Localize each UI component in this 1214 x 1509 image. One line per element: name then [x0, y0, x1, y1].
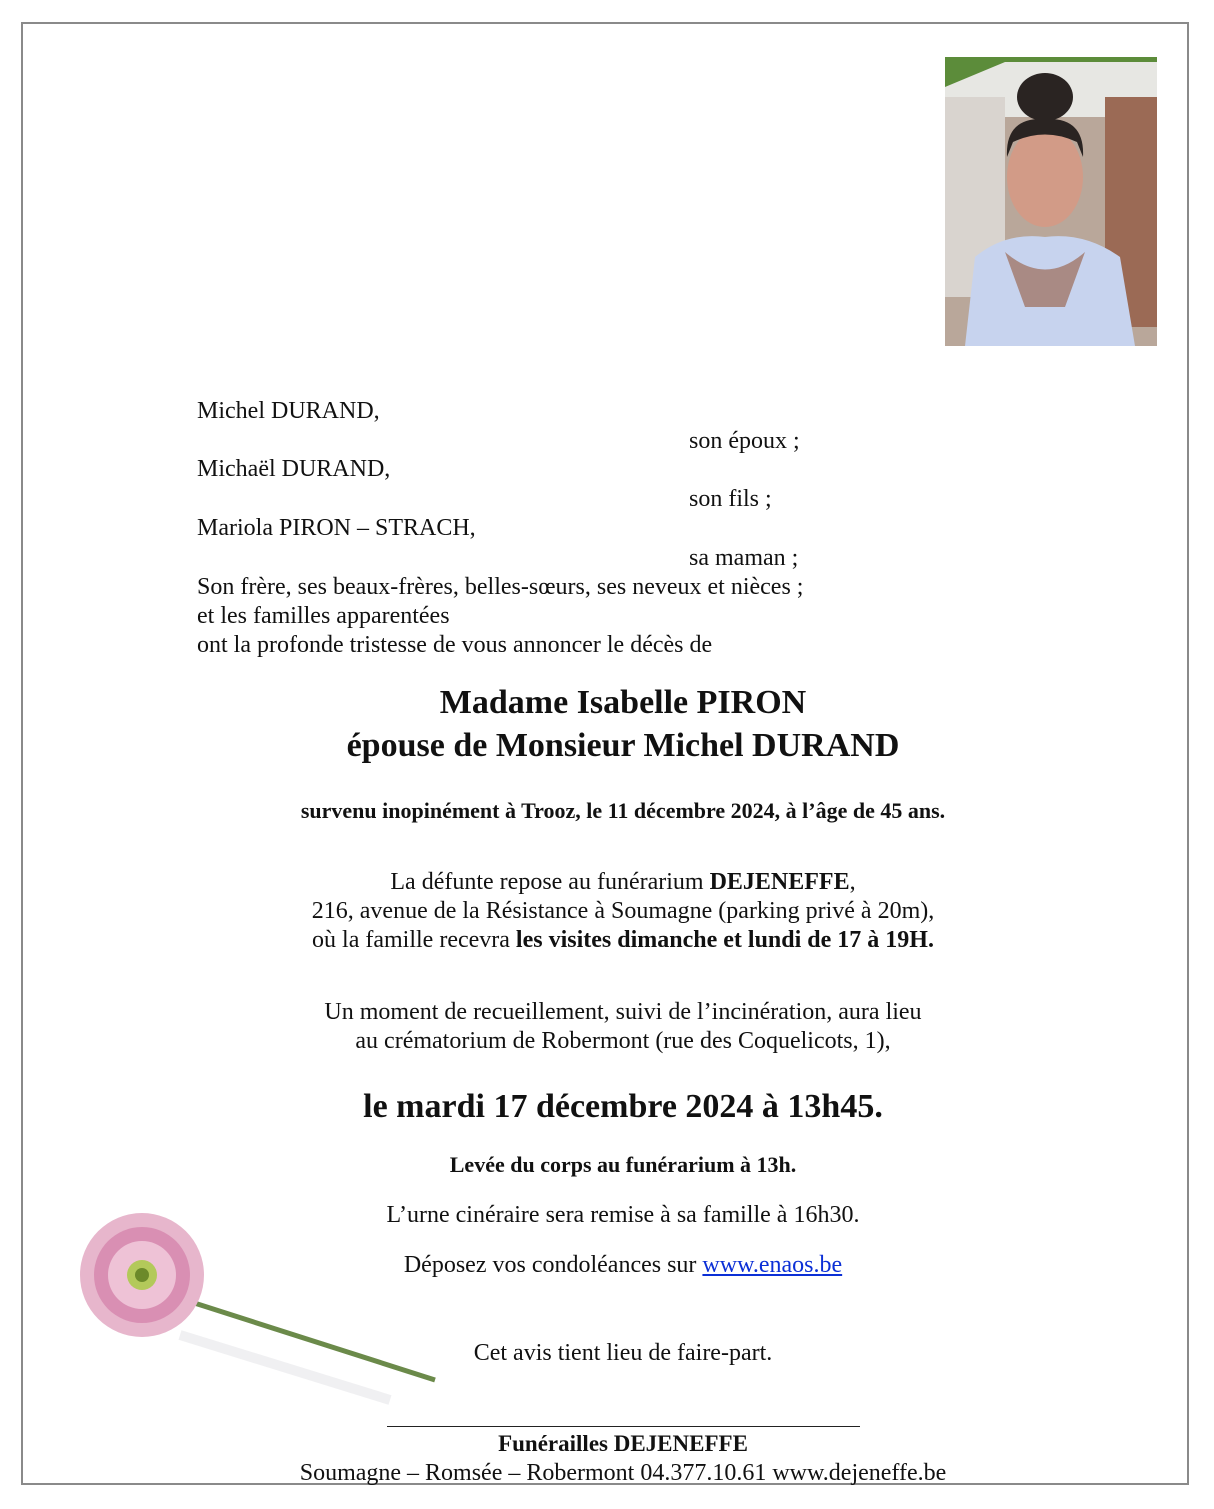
family-relation: son fils ;	[689, 486, 772, 512]
ceremony-date: le mardi 17 décembre 2024 à 13h45.	[363, 1088, 883, 1125]
flower-illustration	[60, 1160, 460, 1430]
rest-line-3: où la famille recevra les visites dimanche et lundi de 17 à 19H.	[312, 927, 934, 953]
faire-part-line: Cet avis tient lieu de faire-part.	[473, 1340, 773, 1366]
family-relation: son époux ;	[689, 428, 800, 454]
others-line: et les familles apparentées	[197, 603, 450, 629]
footer-contact: Soumagne – Romsée – Robermont 04.377.10.61 www.dejeneffe.be	[299, 1460, 947, 1486]
ceremony-line-2: au crématorium de Robermont (rue des Coquelicots, 1),	[355, 1028, 891, 1054]
portrait-photo	[945, 57, 1157, 346]
others-line: ont la profonde tristesse de vous annoncer le décès de	[197, 632, 713, 658]
others-line: Son frère, ses beaux-frères, belles-sœurs, ses neveux et nièces ;	[197, 574, 804, 600]
rest-line-2: 216, avenue de la Résistance à Soumagne (parking privé à 20m),	[311, 898, 935, 924]
family-relation: sa maman ;	[689, 545, 799, 571]
deceased-name: Madame Isabelle PIRON	[439, 684, 807, 721]
deceased-spouse: épouse de Monsieur Michel DURAND	[346, 727, 900, 764]
levee-line: Levée du corps au funérarium à 13h.	[449, 1152, 797, 1177]
family-name: Michaël DURAND,	[197, 456, 391, 482]
family-name: Mariola PIRON – STRACH,	[197, 515, 476, 541]
urne-line: L’urne cinéraire sera remise à sa famille à 16h30.	[386, 1202, 860, 1228]
condolences-link[interactable]: www.enaos.be	[702, 1252, 843, 1278]
death-line: survenu inopinément à Trooz, le 11 décembre 2024, à l’âge de 45 ans.	[300, 798, 946, 823]
footer-divider	[387, 1426, 860, 1427]
condolences-line: Déposez vos condoléances sur www.enaos.be	[403, 1252, 843, 1278]
family-name: Michel DURAND,	[197, 398, 380, 424]
footer-company: Funérailles DEJENEFFE	[498, 1431, 748, 1456]
ceremony-line-1: Un moment de recueillement, suivi de l’incinération, aura lieu	[324, 999, 922, 1025]
rest-line-1: La défunte repose au funérarium DEJENEFFE,	[390, 869, 856, 895]
